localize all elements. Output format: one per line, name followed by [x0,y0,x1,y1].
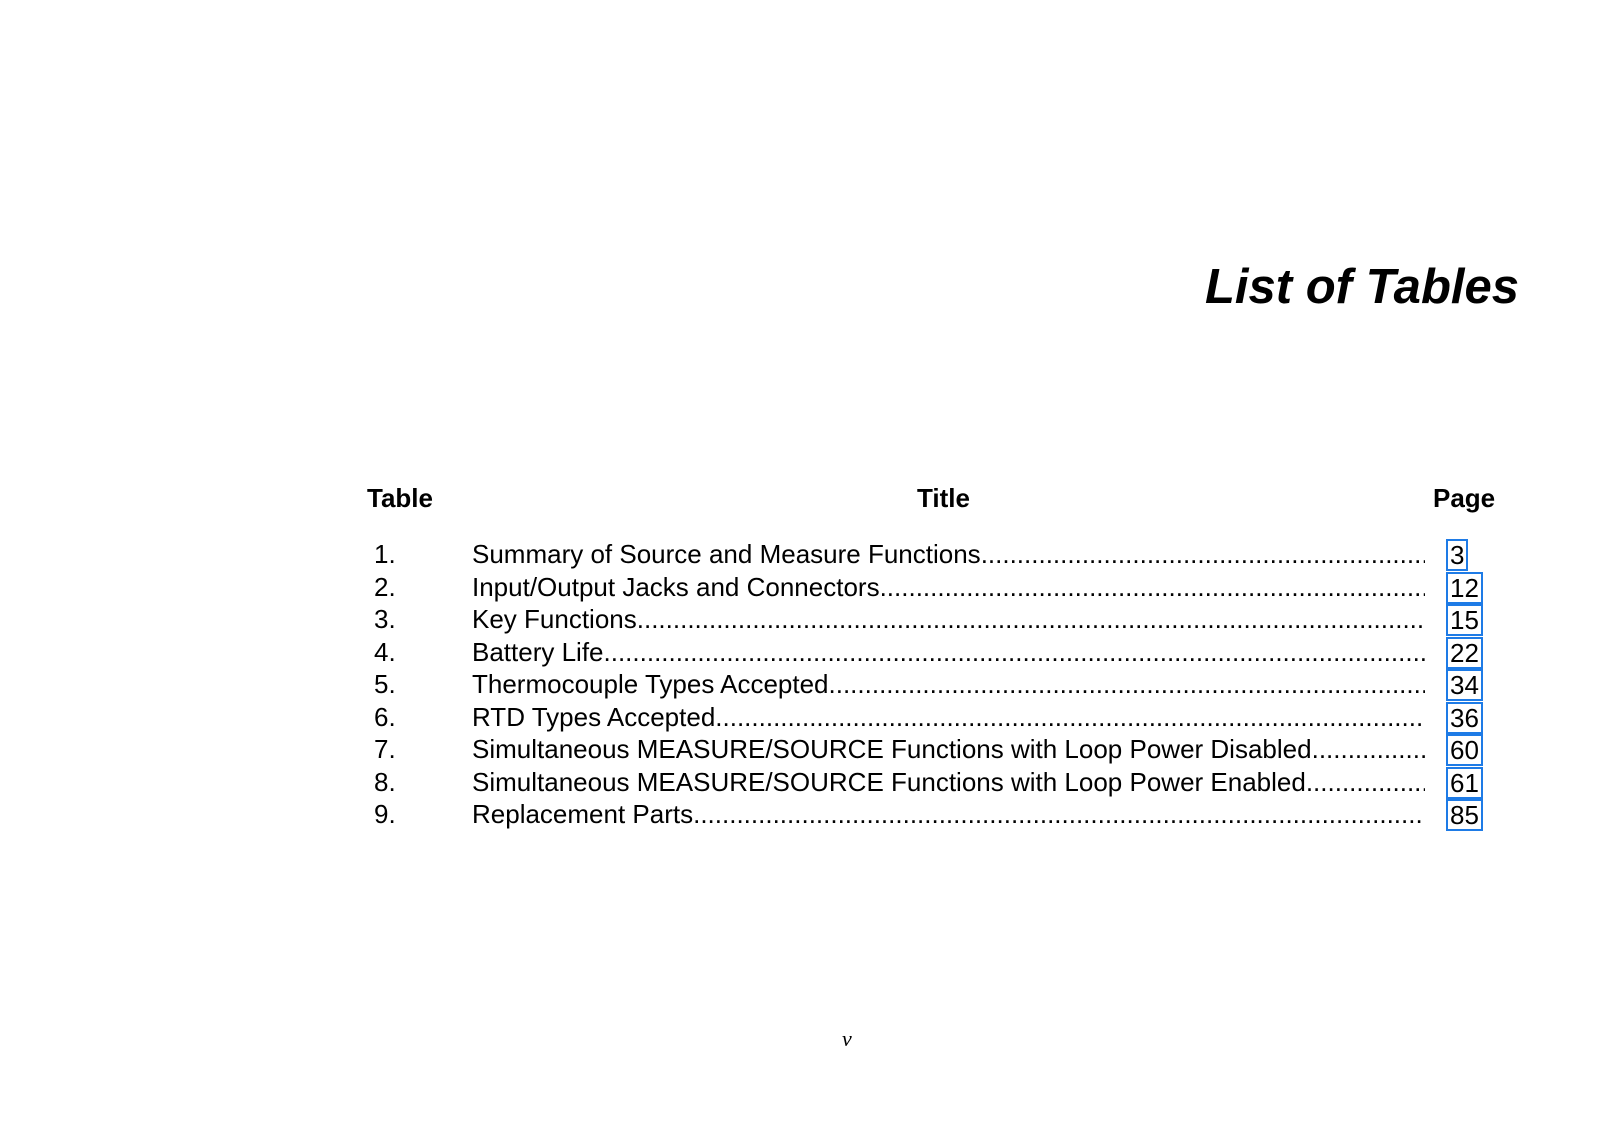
table-title: Input/Output Jacks and Connectors [472,571,880,602]
table-title-line [472,701,1425,733]
dot-leader [880,571,1425,603]
table-title-line [472,603,1425,635]
table-title-line [472,766,1425,798]
table-number: 1. [374,539,396,569]
page-link[interactable]: 60 [1446,734,1483,766]
table-number: 4. [374,636,396,667]
dot-leader [604,636,1425,668]
table-title: Simultaneous MEASURE/SOURCE Functions with Loop Power Enabled [472,766,1306,797]
footer-page-number: v [842,1026,852,1051]
dot-leader [693,798,1425,830]
dot-leader [1312,733,1425,765]
table-title: Thermocouple Types Accepted [472,669,829,699]
page-link[interactable]: 61 [1446,767,1483,799]
page-link[interactable]: 12 [1446,572,1483,604]
list-item [0,798,1611,831]
list-item [0,733,1611,766]
table-number: 3. [374,604,396,634]
page-link[interactable]: 34 [1446,669,1483,701]
table-title: Summary of Source and Measure Functions [472,539,981,569]
dot-leader [981,538,1425,570]
table-title: Simultaneous MEASURE/SOURCE Functions with Loop Power Disabled [472,734,1312,764]
list-item [0,668,1611,701]
table-number: 8. [374,766,396,797]
page-title: List of Tables [1204,260,1519,314]
table-number: 6. [374,701,396,732]
dot-leader [637,603,1425,635]
list-item [0,766,1611,799]
page-link[interactable]: 85 [1446,799,1483,831]
table-list [0,538,1611,831]
table-title: RTD Types Accepted [472,701,716,732]
dot-leader [829,668,1425,700]
table-title-line [472,668,1425,700]
column-header-title: Title [917,483,970,513]
list-item [0,538,1611,571]
page-link[interactable]: 15 [1446,604,1483,636]
table-title-line [472,733,1425,765]
table-number: 5. [374,669,396,699]
page-link[interactable]: 3 [1446,539,1468,571]
list-item [0,701,1611,734]
table-title-line [472,538,1425,570]
list-item [0,603,1611,636]
table-title: Replacement Parts [472,799,694,829]
table-title: Key Functions [472,604,637,634]
dot-leader [715,701,1425,733]
list-item [0,636,1611,669]
table-number: 9. [374,799,396,829]
list-item [0,571,1611,604]
dot-leader [1306,766,1425,798]
page-link[interactable]: 22 [1446,637,1483,669]
table-title-line [472,636,1425,668]
column-header-table: Table [367,483,433,513]
column-header-page: Page [1433,483,1496,513]
page-link[interactable]: 36 [1446,702,1483,734]
table-title-line [472,798,1425,830]
table-number: 7. [374,734,396,764]
table-title-line [472,571,1425,603]
table-number: 2. [374,571,396,602]
table-title: Battery Life [472,636,604,667]
